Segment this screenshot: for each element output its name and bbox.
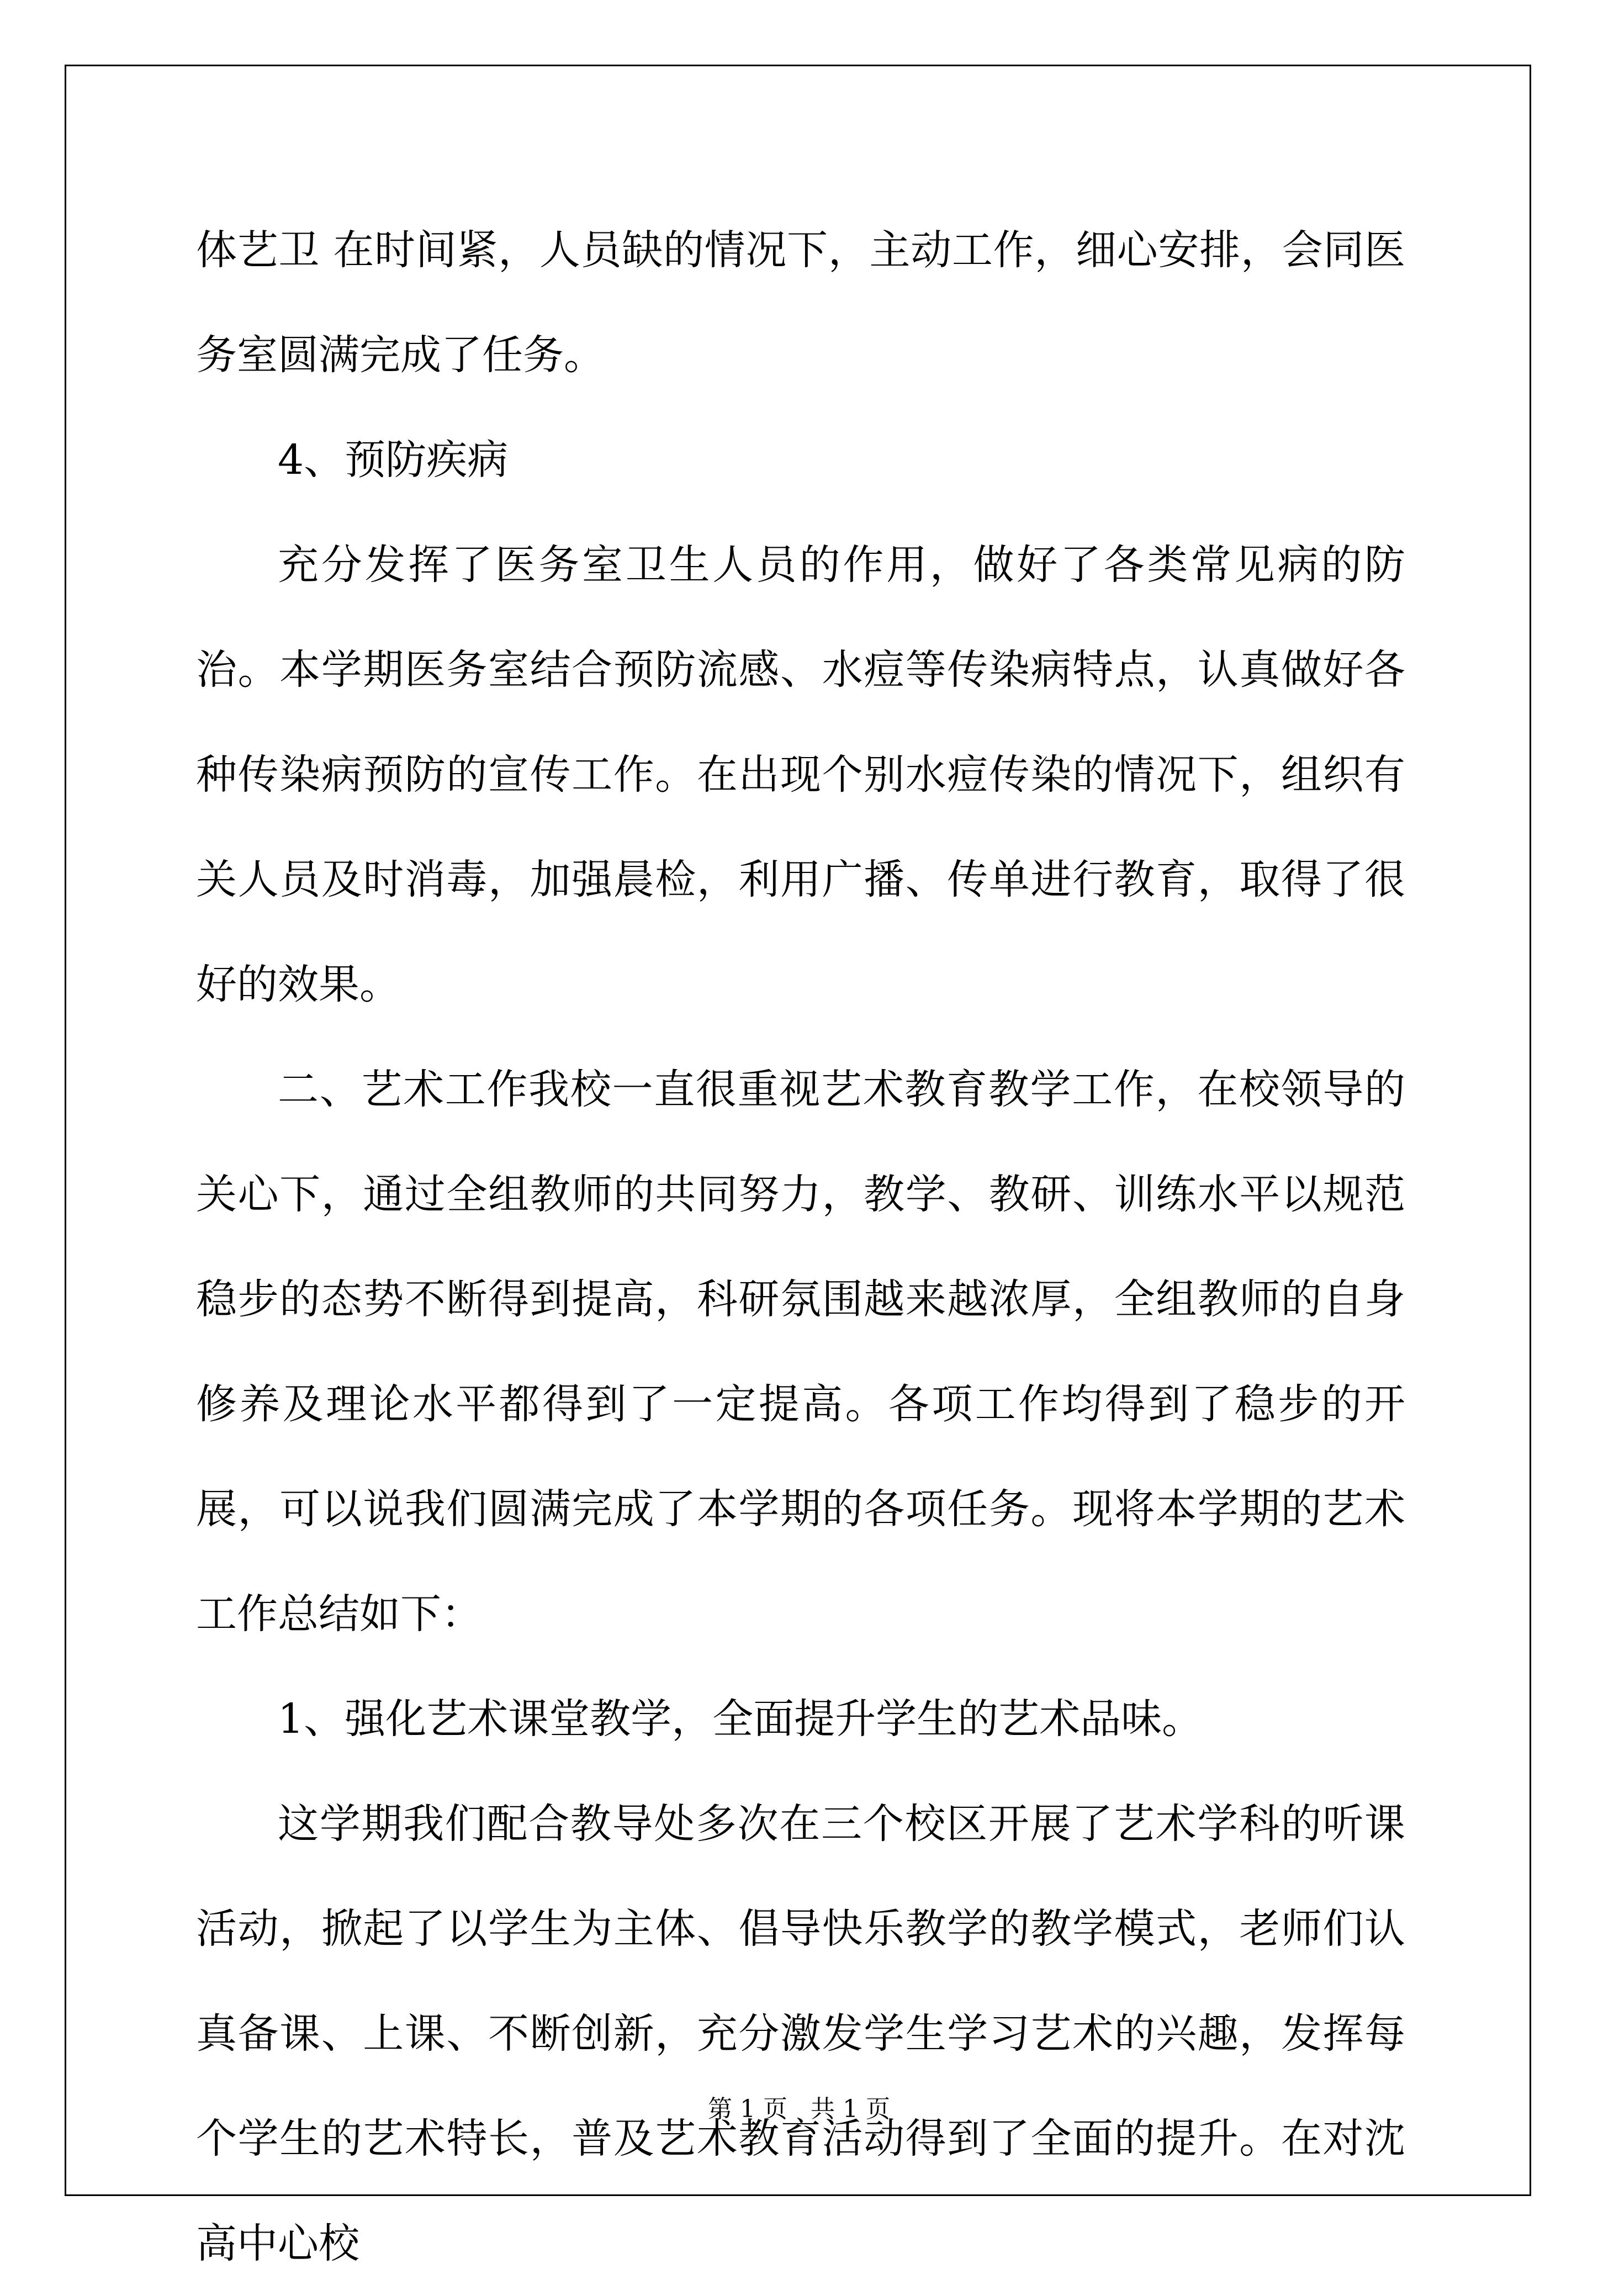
paragraph-6: 这学期我们配合教导处多次在三个校区开展了艺术学科的听课活动，掀起了以学生为主体、倡导快乐教学的教学模式，老师们认真备课、上课、不断创新，充分激发学生学习艺术的兴趣，发挥每个学生的艺术特长，普及艺术教育活动得到了全面的提升。在对沈高中心校 — [196, 1800, 1405, 2267]
document-body — [196, 198, 1405, 2296]
paragraph-3: 充分发挥了医务室卫生人员的作用，做好了各类常见病的防治。本学期医务室结合预防流感、水痘等传染病特点，认真做好各种传染病预防的宣传工作。在出现个别水痘传染的情况下，组织有关人员及时消毒，加强晨检，利用广播、传单进行教育，取得了很好的效果。 — [196, 541, 1405, 1008]
paragraph-5-heading: 1、强化艺术课堂教学，全面提升学生的艺术品味。 — [278, 1695, 1203, 1743]
page-number-footer: 第 1 页 共 1 页 — [708, 2095, 890, 2123]
paragraph-1: 体艺卫 在时间紧，人员缺的情况下，主动工作，细心安排，会同医务室圆满完成了任务。 — [196, 226, 1405, 379]
paragraph-2-heading: 4、预防疾病 — [278, 436, 509, 484]
paragraph-4: 二、艺术工作我校一直很重视艺术教育教学工作，在校领导的关心下，通过全组教师的共同努力，教学、教研、训练水平以规范稳步的态势不断得到提高，科研氛围越来越浓厚，全组教师的自身修养及理论水平都得到了一定提高。各项工作均得到了稳步的开展，可以说我们圆满完成了本学期的各项任务。现将本学期的艺术工作总结如下： — [196, 1066, 1405, 1638]
